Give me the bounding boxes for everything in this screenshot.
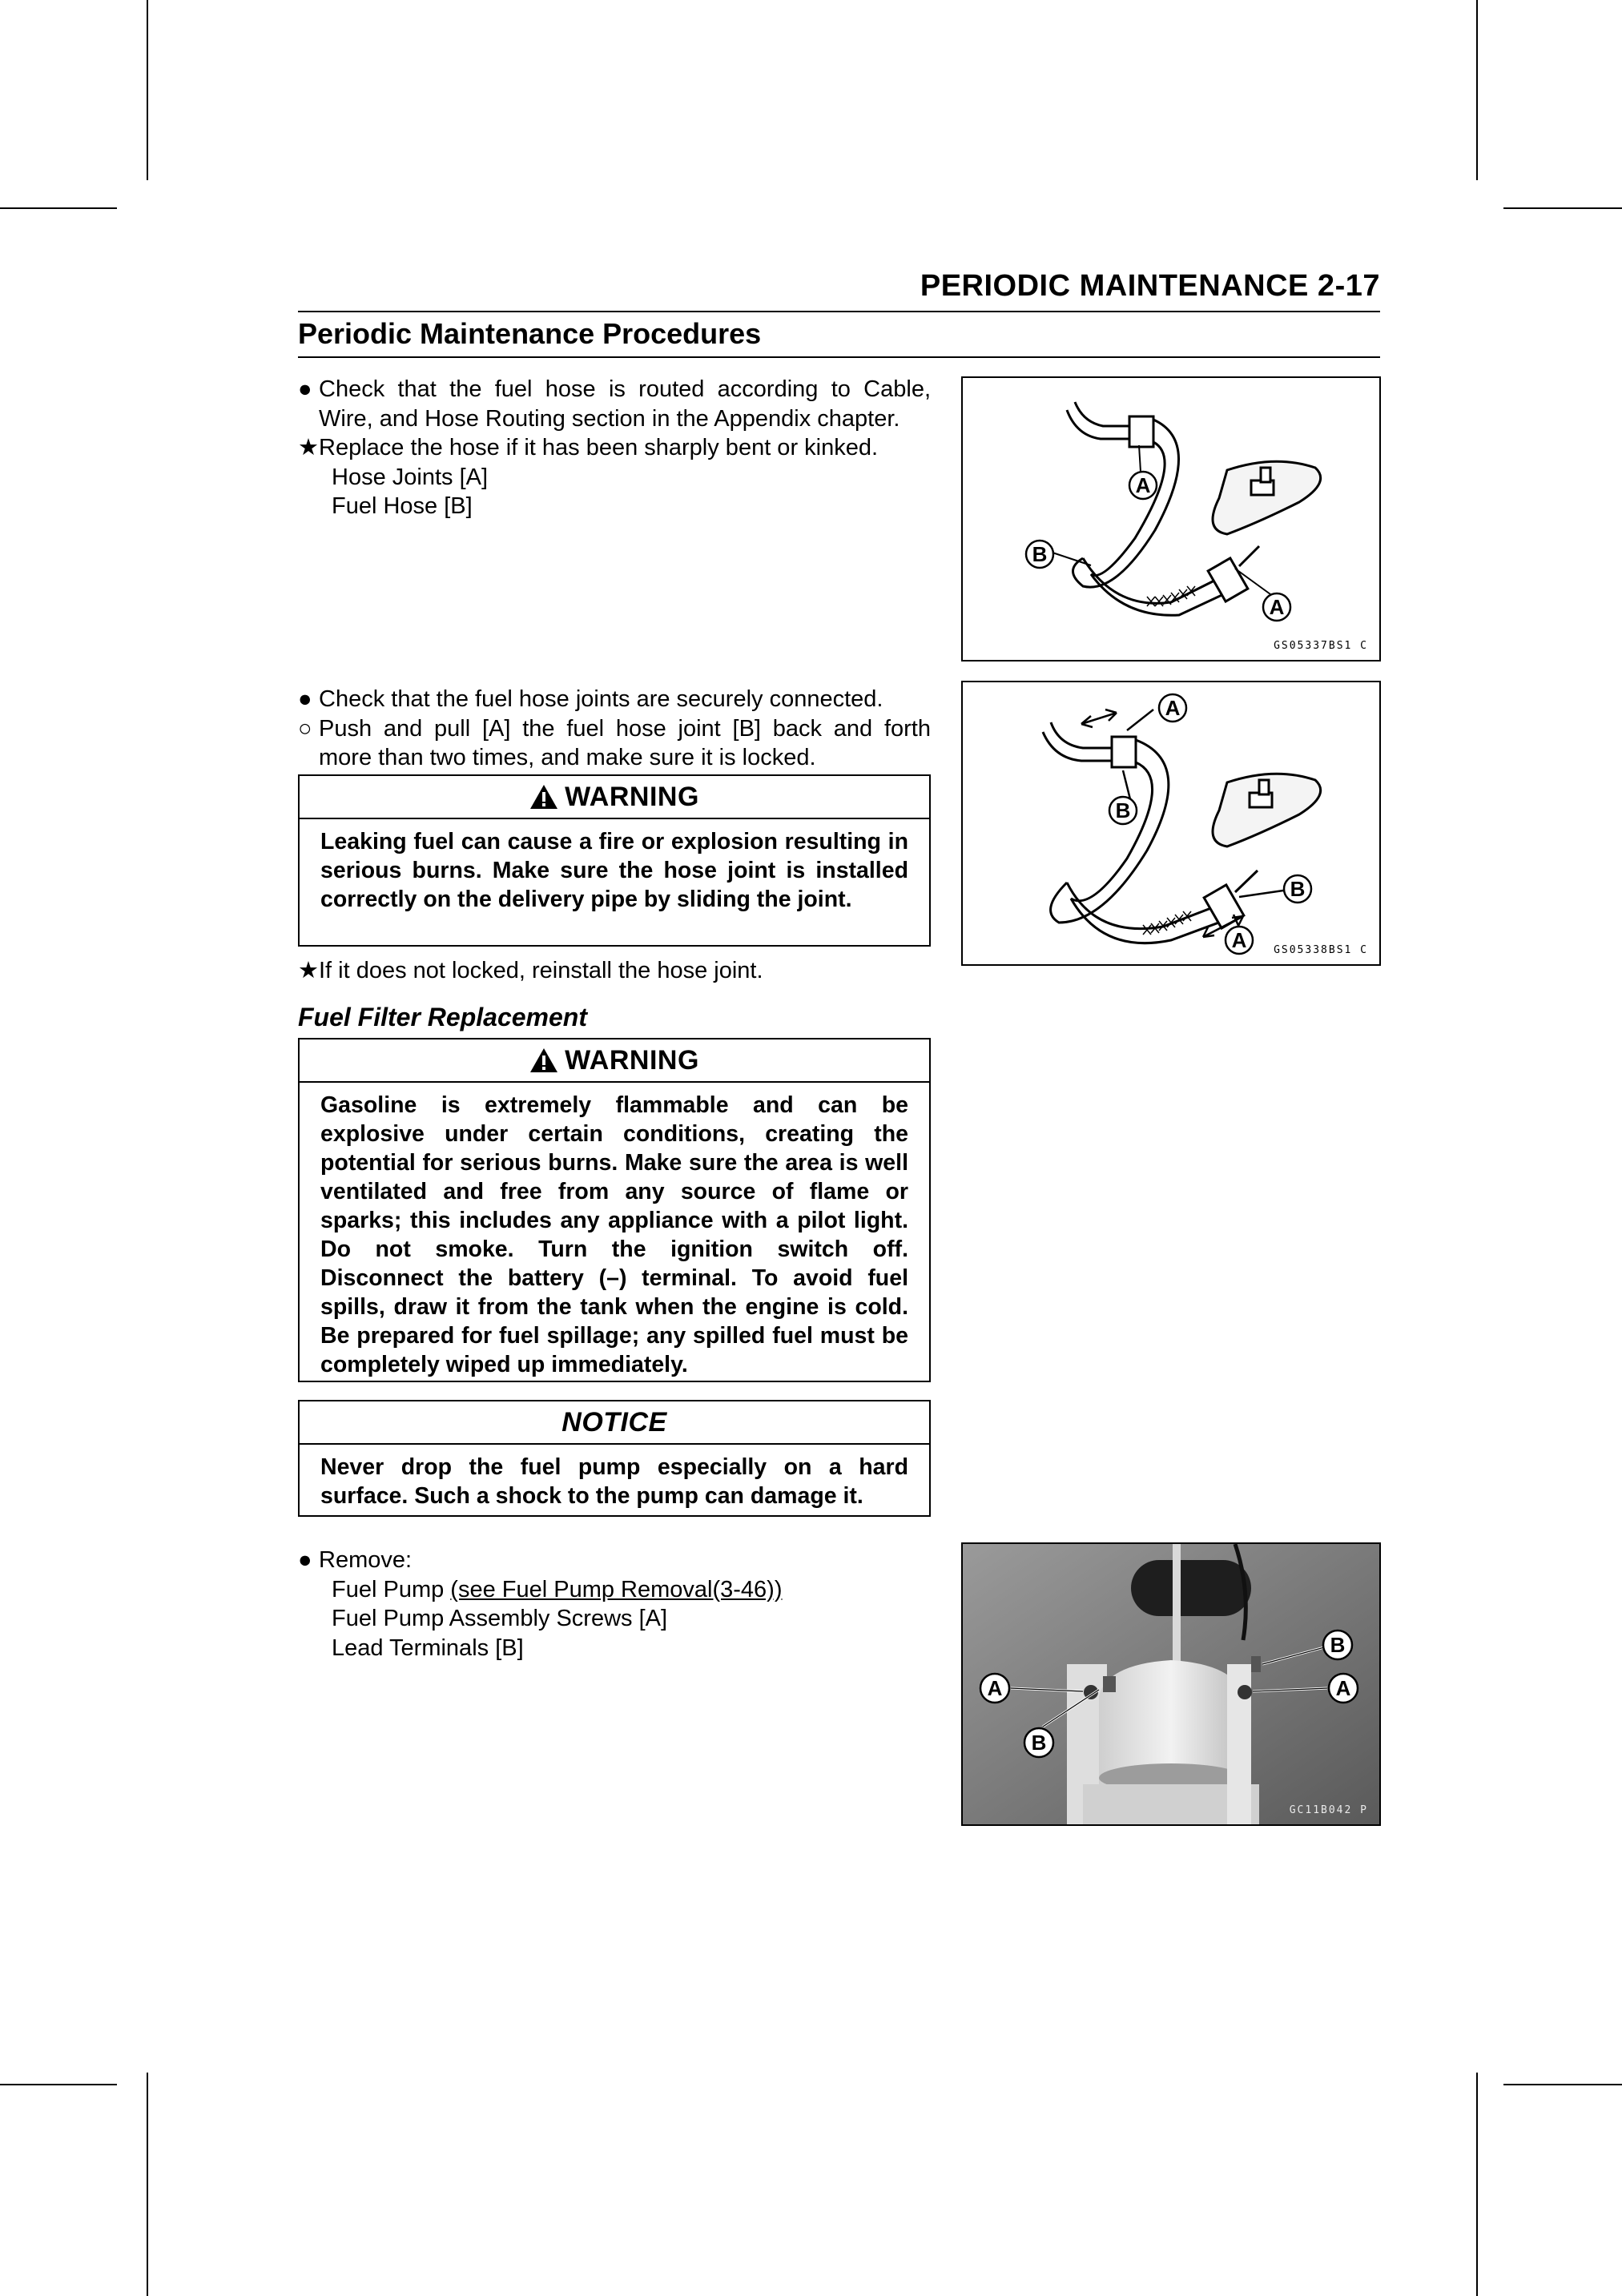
warning-triangle-icon [529,784,558,810]
warning-header [300,776,929,819]
figure-label: B [1031,1731,1047,1755]
figure-label: A [987,1676,1003,1700]
notice-text: Never drop the fuel pump especially on a hard surface. Such a shock to the pump can damage it. [320,1454,908,1509]
subsection-title: Fuel Filter Replacement [298,1003,587,1031]
figure-label: A [1269,595,1285,619]
star-icon: ★ [298,958,319,983]
block-2 [298,685,931,773]
warning-label: WARNING [565,781,699,812]
list-item: Fuel Hose [B] [332,493,473,519]
crop-mark [1476,2073,1478,2296]
header-rule [298,311,1380,312]
warning-box-leaking-fuel [298,774,931,947]
warning-triangle-icon [529,1047,558,1073]
figure-fuel-pump-photo [961,1542,1381,1826]
figure-label: B [1032,542,1048,566]
list-item: Lead Terminals [B] [332,1635,524,1661]
fuel-pump-removal-link[interactable]: (see Fuel Pump Removal(3-46)) [450,1576,783,1602]
block-3 [298,1546,931,1663]
list-item: Fuel Pump Assembly Screws [A] [332,1606,668,1631]
crop-mark [0,2084,117,2085]
figure-label: B [1330,1633,1346,1657]
list-item: Fuel Pump (see Fuel Pump Removal(3-46)) [332,1576,783,1602]
notice-box [298,1400,931,1517]
figure-label: B [1115,798,1131,822]
figure-code: GC11B042 P [1289,1804,1368,1816]
star-icon: ★ [298,435,319,460]
warning-text: Leaking fuel can cause a fire or explosion resulting in serious burns. Make sure the hose joint is installed correctly on the delivery pipe by sliding the joint. [320,829,908,912]
figure-fuel-hose-routing [961,376,1381,661]
figure-label: A [1135,473,1151,497]
crop-mark [0,207,117,209]
warning-label: WARNING [565,1044,699,1076]
crop-mark [1503,207,1622,209]
fuel-pump-photo-icon [963,1544,1379,1824]
block-1 [298,375,931,521]
figure-label: A [1165,696,1181,720]
block-2-star [298,956,931,986]
section-rule [298,356,1380,358]
figure-label: A [1335,1676,1351,1700]
hose-joint-diagram-icon [963,682,1379,964]
bullet-icon: ● [298,1547,312,1573]
list-item: ● Check that the fuel hose joints are securely connected. [298,685,931,714]
crop-mark [1476,0,1478,180]
warning-text: Gasoline is extremely flammable and can be explosive under certain conditions, creating the potential for serious burns. Make sure the area is well ventilated and free from any source of flame or sparks; this includes any appliance with a pilot light. Do not smoke. Turn the ignition switch off. Disconnect the battery (–) terminal. To avoid fuel spills, draw it from the tank when the engine is cold. Be prepared for fuel spillage; any spilled fuel must be completely wiped up immediately. [320,1092,908,1377]
list-item: ★Replace the hose if it has been sharply bent or kinked. [298,433,931,463]
page-header-title: PERIODIC MAINTENANCE 2-17 [920,269,1380,303]
figure-code: GS05338BS1 C [1274,944,1368,956]
bullet-icon: ● [298,376,312,402]
list-item: ● Remove: [298,1546,931,1575]
section-title: Periodic Maintenance Procedures [298,317,762,350]
figure-code: GS05337BS1 C [1274,640,1368,652]
list-item: ● Check that the fuel hose is routed according to Cable, Wire, and Hose Routing section in the Appendix chapter. [298,376,931,432]
fuel-hose-diagram-icon [963,378,1379,660]
crop-mark [147,0,148,180]
circle-icon: ○ [298,715,312,742]
figure-hose-joint-check [961,681,1381,966]
warning-box-gasoline [298,1038,931,1382]
figure-label: A [1231,928,1247,952]
list-item: ○ Push and pull [A] the fuel hose joint [B] back and forth more than two times, and make sure it is locked. [298,715,931,770]
crop-mark [147,2073,148,2296]
list-item: Hose Joints [A] [332,464,489,490]
warning-header [300,1039,929,1083]
list-item: ★If it does not locked, reinstall the hose joint. [298,956,931,986]
notice-header: NOTICE [300,1401,929,1445]
figure-label: B [1290,877,1306,901]
crop-mark [1503,2084,1622,2085]
bullet-icon: ● [298,686,312,712]
